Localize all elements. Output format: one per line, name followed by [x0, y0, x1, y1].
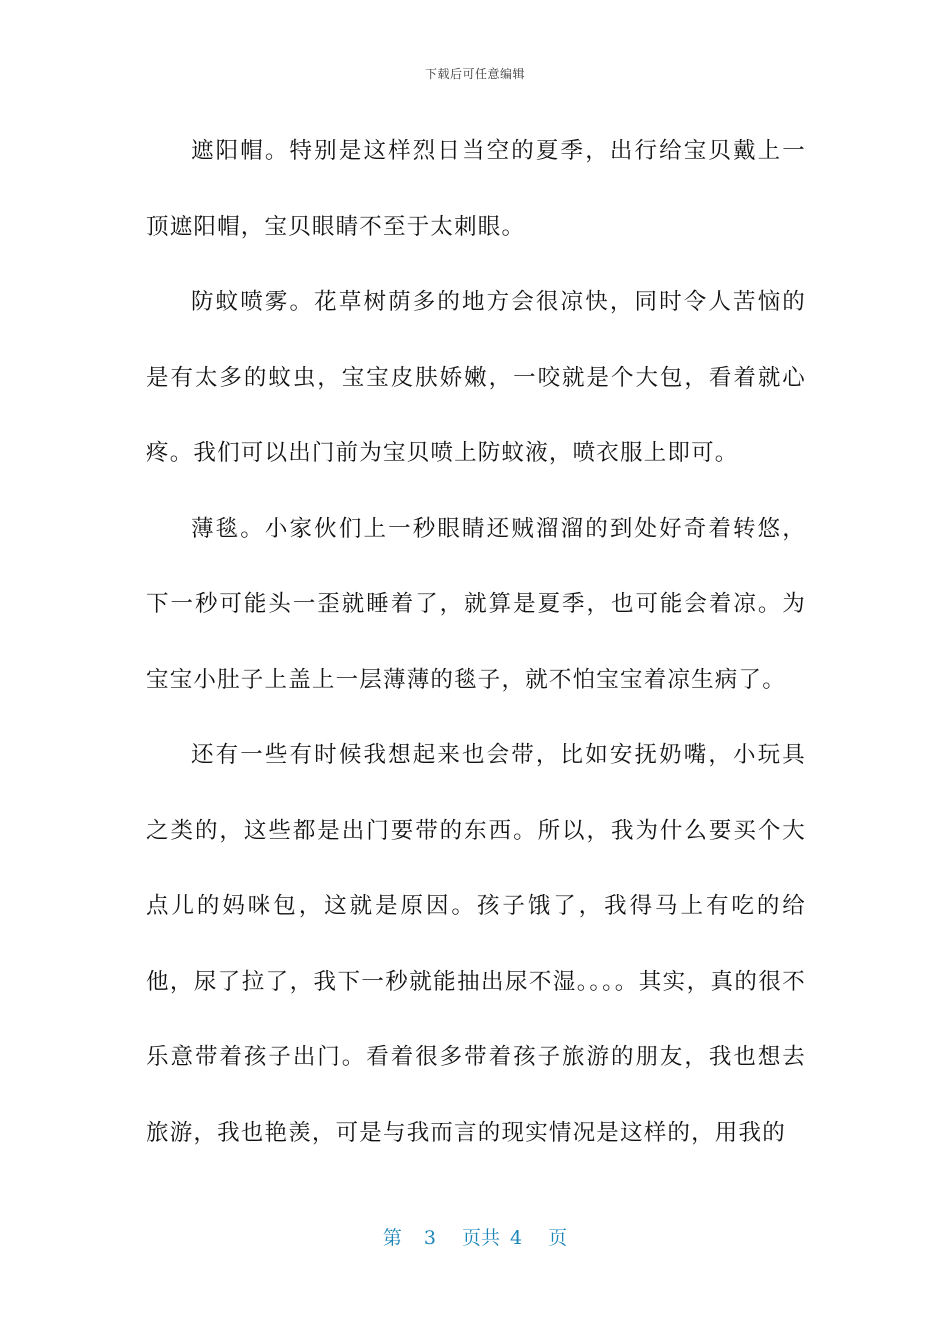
paragraph-thin-blanket: 薄毯。小家伙们上一秒眼睛还贼溜溜的到处好奇着转悠，下一秒可能头一歪就睡着了，就算是夏季，也可能会着凉。为宝宝小肚子上盖上一层薄薄的毯子，就不怕宝宝着凉生病了。: [146, 515, 806, 693]
paragraph-mosquito-spray: 防蚊喷雾。花草树荫多的地方会很凉快，同时令人苦恼的是有太多的蚊虫，宝宝皮肤娇嫩，一咬就是个大包，看着就心疼。我们可以出门前为宝贝喷上防蚊液，喷衣服上即可。: [146, 289, 806, 466]
footer-prefix: 第: [382, 1227, 402, 1249]
header-note: 下载后可任意编辑: [424, 67, 525, 81]
footer-total-pages: 4: [510, 1227, 523, 1249]
page-footer: [0, 1224, 950, 1252]
footer-middle: 页共: [461, 1227, 500, 1249]
footer-current-page: 3: [423, 1227, 436, 1249]
paragraph-sun-hat: 遮阳帽。特别是这样烈日当空的夏季，出行给宝贝戴上一顶遮阳帽，宝贝眼睛不至于太刺眼。: [146, 138, 806, 240]
footer-suffix: 页: [548, 1227, 568, 1249]
body-text: [146, 114, 806, 1171]
paragraph-other-items: 还有一些有时候我想起来也会带，比如安抚奶嘴，小玩具之类的，这些都是出门要带的东西。所以，我为什么要买个大点儿的妈咪包，这就是原因。孩子饿了，我得马上有吃的给他，尿了拉了，我下一秒就能抽出尿不湿。。。。其实，真的很不乐意带着孩子出门。看着很多带着孩子旅游的朋友，我也想去旅游，我也艳羡，可是与我而言的现实情况是这样的，用我的: [146, 742, 806, 1146]
